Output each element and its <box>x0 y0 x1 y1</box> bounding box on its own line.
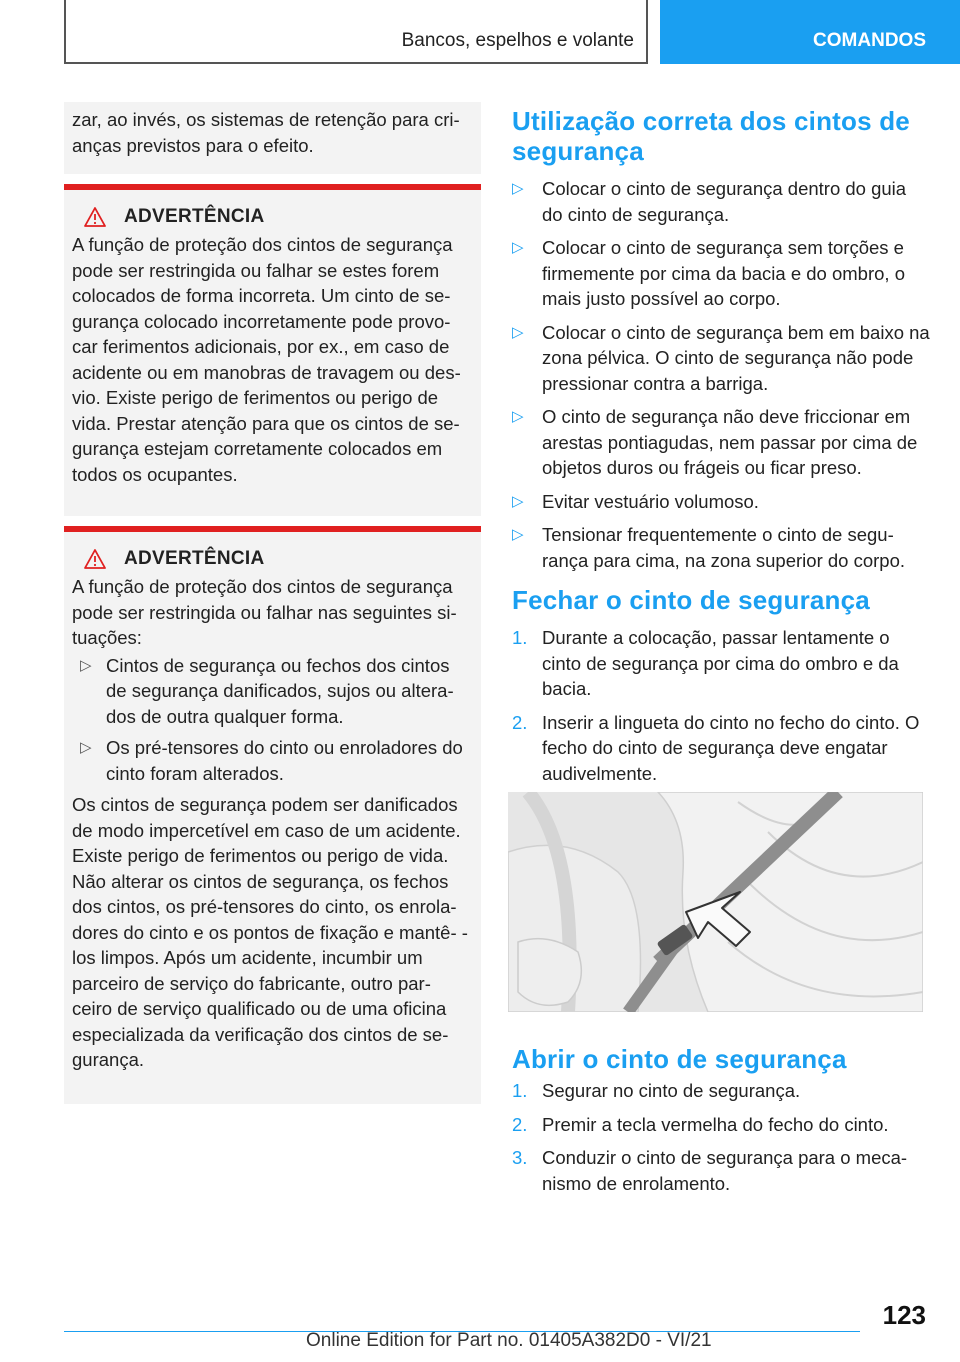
warning-box-1 <box>64 184 481 516</box>
triangle-bullet-icon: ▷ <box>512 492 524 510</box>
triangle-bullet-icon: ▷ <box>512 239 524 256</box>
warning-heading <box>72 206 473 228</box>
edition-footer: Online Edition for Part no. 01405A382D0 - VI/21 <box>306 1330 712 1351</box>
list-item <box>72 653 473 730</box>
section-title: Bancos, espelhos e volante <box>64 0 648 64</box>
step-number: 2. <box>512 711 528 733</box>
list-item-text: Evitar vestuário volumoso. <box>542 490 759 512</box>
list-item <box>512 320 930 397</box>
triangle-bullet-icon: ▷ <box>80 656 92 674</box>
warning-intro: A função de proteção dos cintos de segurança pode ser restringida ou falhar nas seguintes si- tuações: <box>72 576 457 648</box>
intro-box <box>64 102 481 174</box>
step-text: Segurar no cinto de segurança. <box>542 1080 801 1101</box>
page-number: 123 <box>882 1300 926 1330</box>
list-item-text: Colocar o cinto de segurança bem em baixo na zona pélvica. O cinto de segurança não pode pressionar contra a barriga. <box>542 321 930 394</box>
warning-triangle-icon <box>84 549 106 569</box>
fasten-steps <box>512 625 930 786</box>
right-column <box>512 102 930 798</box>
seatbelt-buckle-illustration <box>508 792 923 1012</box>
list-item-text: Tensionar frequentemente o cinto de segu- rança para cima, na zona superior do corpo. <box>542 524 906 571</box>
triangle-bullet-icon: ▷ <box>512 526 524 543</box>
step-item <box>512 1078 930 1104</box>
step-text: Premir a tecla vermelha do fecho do cinto. <box>542 1113 889 1135</box>
list-item <box>512 176 930 227</box>
warning-list <box>72 653 473 787</box>
list-item <box>512 522 930 573</box>
section-heading: Utilização correta dos cintos de segurança <box>512 106 910 166</box>
warning-heading <box>72 548 473 570</box>
list-item-text: O cinto de segurança não deve friccionar em arestas pontiagudas, nem passar por cima de objetos duros ou frágeis ou ficar preso. <box>542 406 918 478</box>
step-number: 1. <box>512 1080 528 1101</box>
chapter-tab[interactable]: COMANDOS <box>660 0 960 64</box>
section-heading: Fechar o cinto de segurança <box>512 585 870 615</box>
step-number: 3. <box>512 1147 528 1168</box>
list-item-text: Os pré-tensores do cinto ou enroladores do cinto foram alterados. <box>106 737 463 784</box>
section-heading: Abrir o cinto de segurança <box>512 1044 847 1074</box>
step-item <box>512 1112 930 1138</box>
intro-text: zar, ao invés, os sistemas de retenção para cri- anças previstos para o efeito. <box>72 109 460 156</box>
warning-body: A função de proteção dos cintos de segurança pode ser restringida ou falhar se estes forem colocados de forma incorreta. Um cinto de se- gurança colocado incorretamente pode provo- car ferimentos adicionais, por ex., em caso de acidente ou em manobras de travagem ou des- vio. Existe perigo de ferimentos ou perigo de vida. Prestar atenção para que os cintos de se- gurança estejam corretamente colocados em todos os ocupantes. <box>72 234 461 485</box>
triangle-bullet-icon: ▷ <box>512 408 524 425</box>
list-item <box>512 489 930 515</box>
triangle-bullet-icon: ▷ <box>512 180 524 197</box>
list-item-text: Colocar o cinto de segurança dentro do guia do cinto de segurança. <box>542 178 907 225</box>
list-item <box>512 404 930 481</box>
warning-title: ADVERTÊNCIA <box>124 206 265 227</box>
warning-box-2 <box>64 526 481 1104</box>
step-item <box>512 1145 930 1196</box>
triangle-bullet-icon: ▷ <box>80 739 92 756</box>
step-number: 2. <box>512 1113 528 1135</box>
list-item-text: Cintos de segurança ou fechos dos cintos de segurança danificados, sujos ou altera- dos de outra qualquer forma. <box>106 654 454 727</box>
step-item <box>512 625 930 702</box>
step-text: Durante a colocação, passar lentamente o cinto de segurança por cima do ombro e da bacia. <box>542 627 899 699</box>
step-text: Inserir a lingueta do cinto no fecho do cinto. O fecho do cinto de segurança deve engatar audivelmente. <box>542 711 920 784</box>
list-item <box>72 735 473 786</box>
triangle-bullet-icon: ▷ <box>512 323 524 341</box>
unfasten-steps <box>512 1078 930 1204</box>
list-item <box>512 235 930 312</box>
list-item-text: Colocar o cinto de segurança sem torções e firmemente por cima da bacia e do ombro, o mais justo possível ao corpo. <box>542 237 905 309</box>
usage-list <box>512 176 930 573</box>
step-text: Conduzir o cinto de segurança para o meca- nismo de enrolamento. <box>542 1147 908 1194</box>
warning-body: Os cintos de segurança podem ser danificados de modo impercetível em caso de um acidente. Existe perigo de ferimentos ou perigo de vida. Não alterar os cintos de segurança, os fechos dos cintos, os pré-tensores do cinto, os enrola- dores do cinto e os pontos de fixação e mantê- -los limpos. Após um acidente, incumbir um parceiro de serviço do fabricante, outro par- ceiro de serviço qualificado ou de uma oficina especializada da verificação dos cintos de se- gurança. <box>72 794 468 1070</box>
step-number: 1. <box>512 627 528 648</box>
warning-title: ADVERTÊNCIA <box>124 548 265 569</box>
step-item <box>512 710 930 787</box>
warning-triangle-icon <box>84 207 106 227</box>
